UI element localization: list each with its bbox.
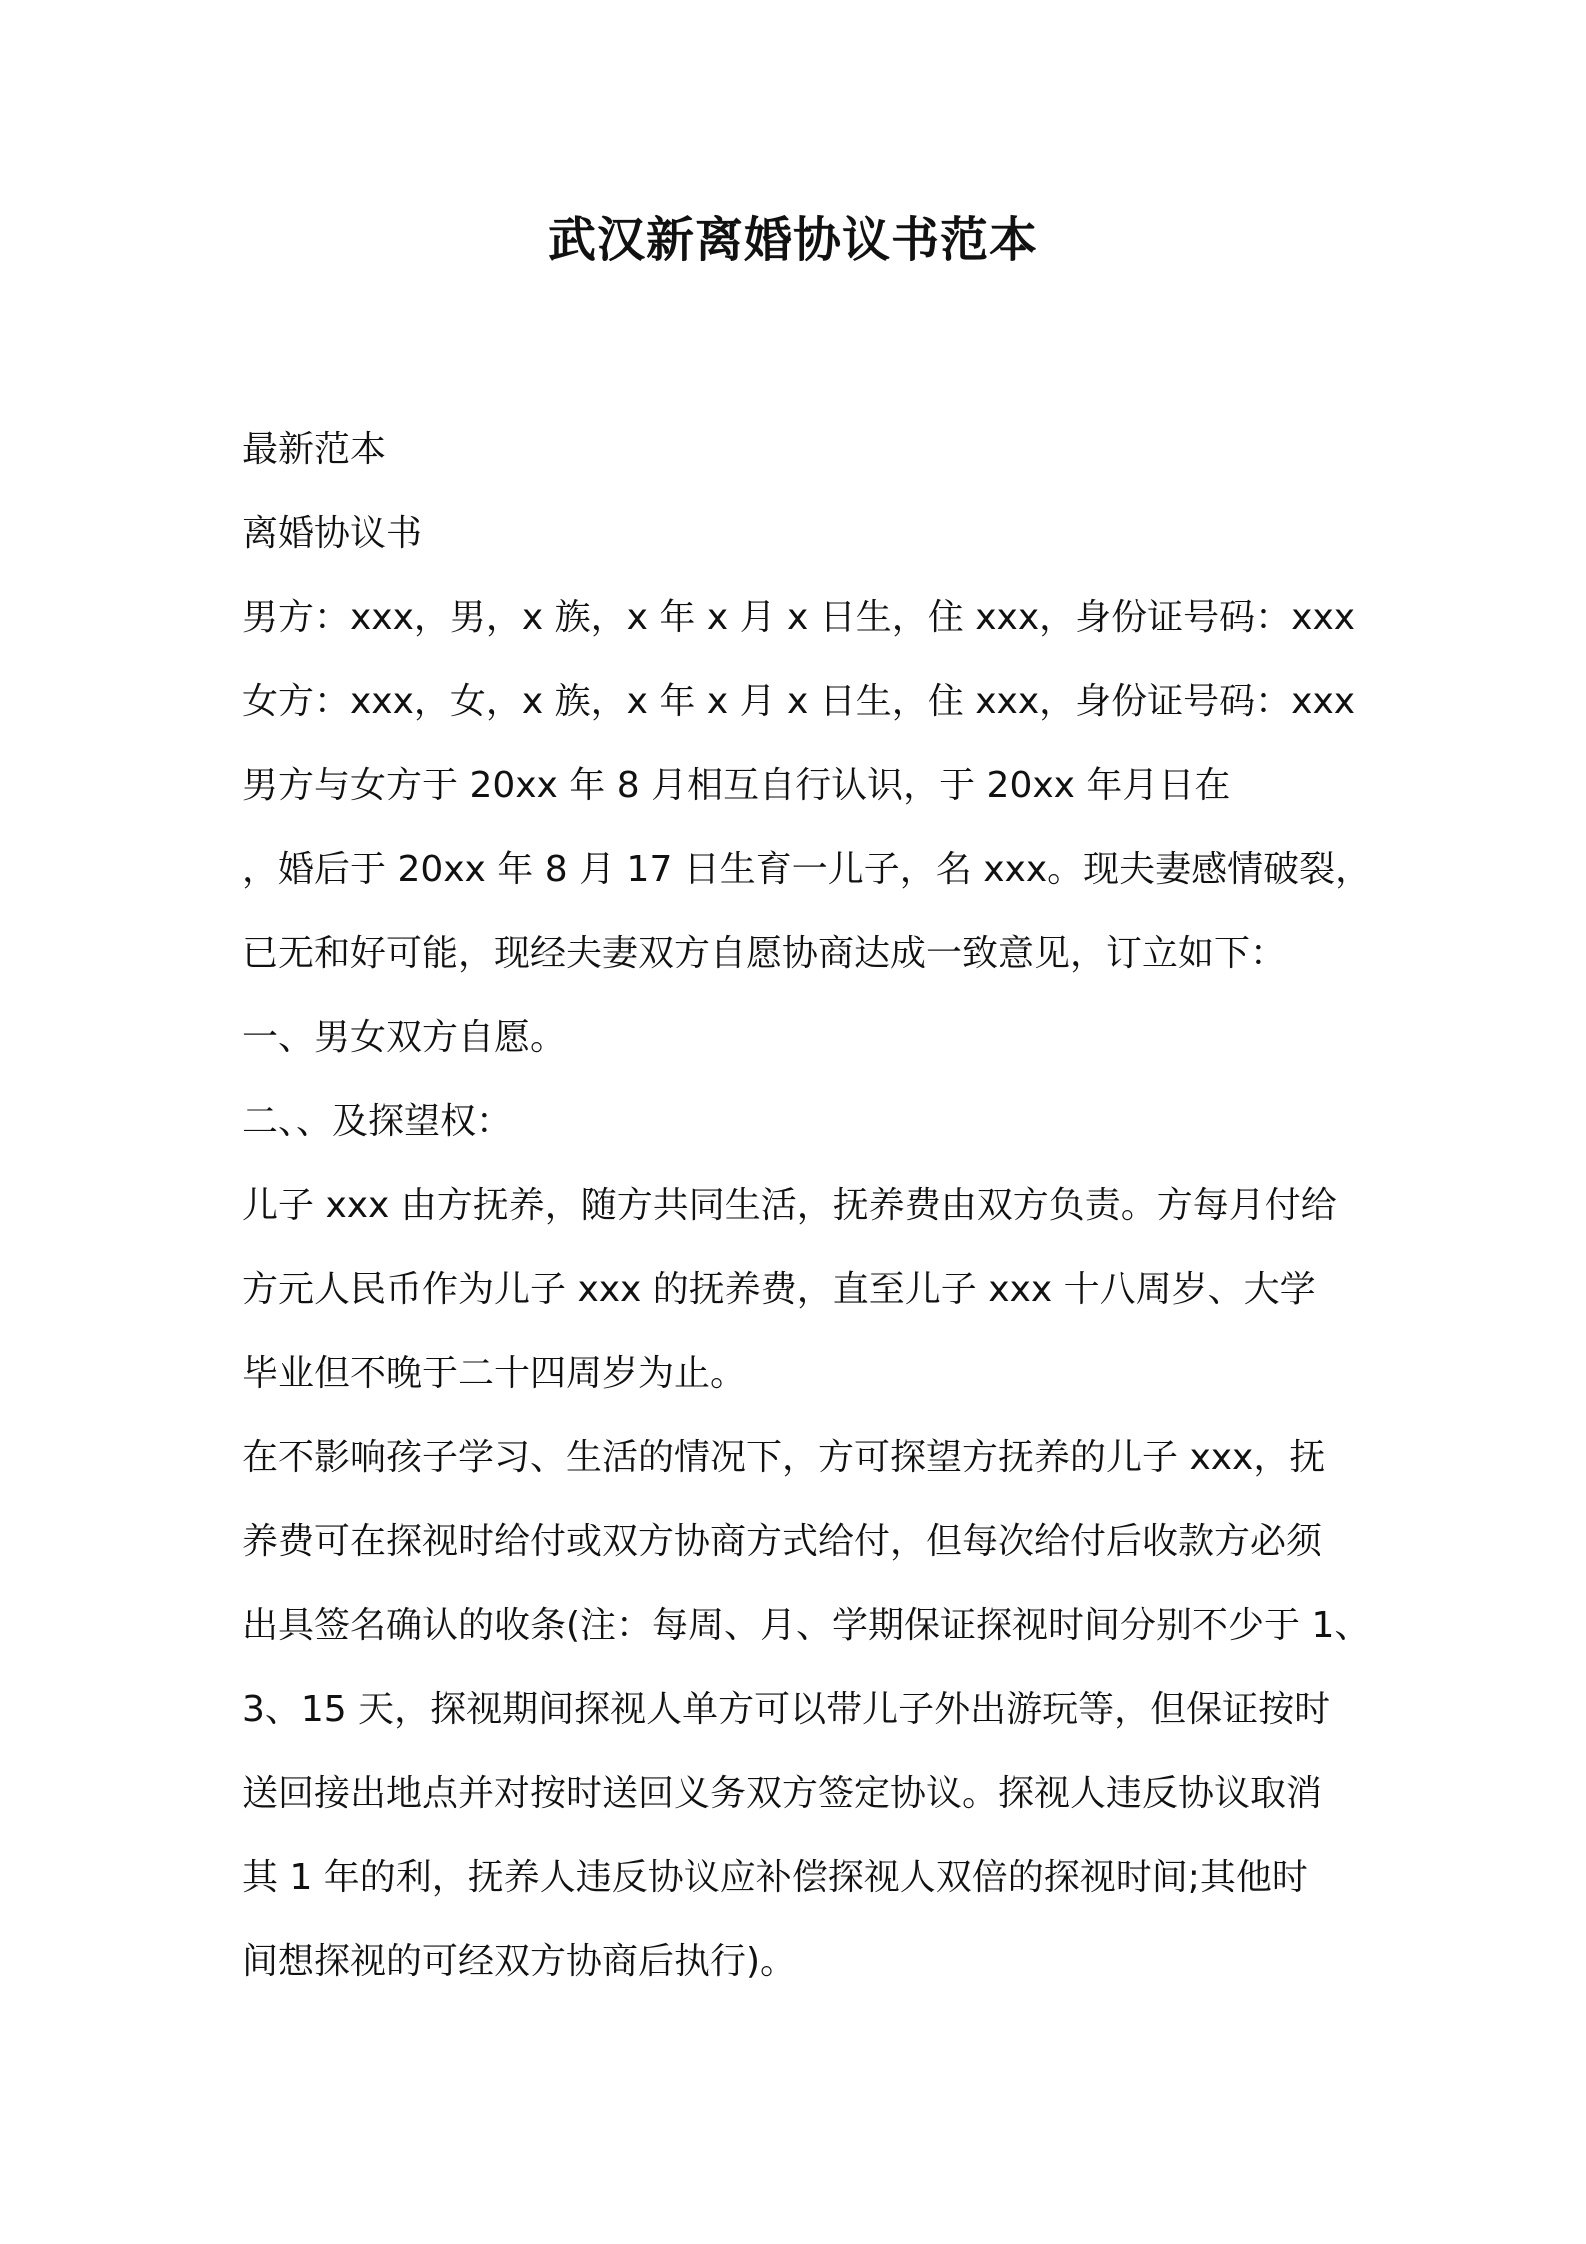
- text-line-paragraph: 在不影响孩子学习、生活的情况下，方可探望方抚养的儿子 xxx，抚: [242, 1437, 1326, 1478]
- text-line-male-party: 男方：xxx，男，x 族，x 年 x 月 x 日生，住 xxx，身份证号码：xxx: [242, 597, 1356, 638]
- text-line-female-party: 女方：xxx，女，x 族，x 年 x 月 x 日生，住 xxx，身份证号码：xxx: [242, 681, 1356, 722]
- text-line-paragraph: 其 1 年的利，抚养人违反协议应补偿探视人双倍的探视时间;其他时: [242, 1857, 1308, 1898]
- text-line-paragraph: ，婚后于 20xx 年 8 月 17 日生育一儿子，名 xxx。现夫妻感情破裂，: [242, 849, 1372, 890]
- text-line-subtitle: 最新范本: [242, 429, 387, 470]
- text-line-heading: 离婚协议书: [242, 513, 423, 554]
- text-line-paragraph: 毕业但不晚于二十四周岁为止。: [242, 1353, 747, 1394]
- text-line-clause-two: 二、、及探望权：: [242, 1101, 513, 1142]
- document-body: [242, 408, 1372, 2004]
- text-line-paragraph: 3、15 天，探视期间探视人单方可以带儿子外出游玩等，但保证按时: [242, 1689, 1331, 1730]
- text-line-paragraph: 儿子 xxx 由方抚养，随方共同生活，抚养费由双方负责。方每月付给: [242, 1185, 1337, 1226]
- text-line-clause-one: 一、男女双方自愿。: [242, 1017, 567, 1058]
- text-line-paragraph: 间想探视的可经双方协商后执行)。: [242, 1941, 797, 1982]
- text-line-paragraph: 已无和好可能，现经夫妻双方自愿协商达成一致意见，订立如下：: [242, 933, 1287, 974]
- text-line-paragraph: 男方与女方于 20xx 年 8 月相互自行认识，于 20xx 年月日在: [242, 765, 1231, 806]
- text-line-paragraph: 送回接出地点并对按时送回义务双方签定协议。探视人违反协议取消: [242, 1773, 1323, 1814]
- text-line-paragraph: 方元人民币作为儿子 xxx 的抚养费，直至儿子 xxx 十八周岁、大学: [242, 1269, 1316, 1310]
- document-title: 武汉新离婚协议书范本: [547, 212, 1038, 268]
- text-line-paragraph: 出具签名确认的收条(注：每周、月、学期保证探视时间分别不少于 1、: [242, 1605, 1371, 1646]
- text-line-paragraph: 养费可在探视时给付或双方协商方式给付，但每次给付后收款方必须: [242, 1521, 1323, 1562]
